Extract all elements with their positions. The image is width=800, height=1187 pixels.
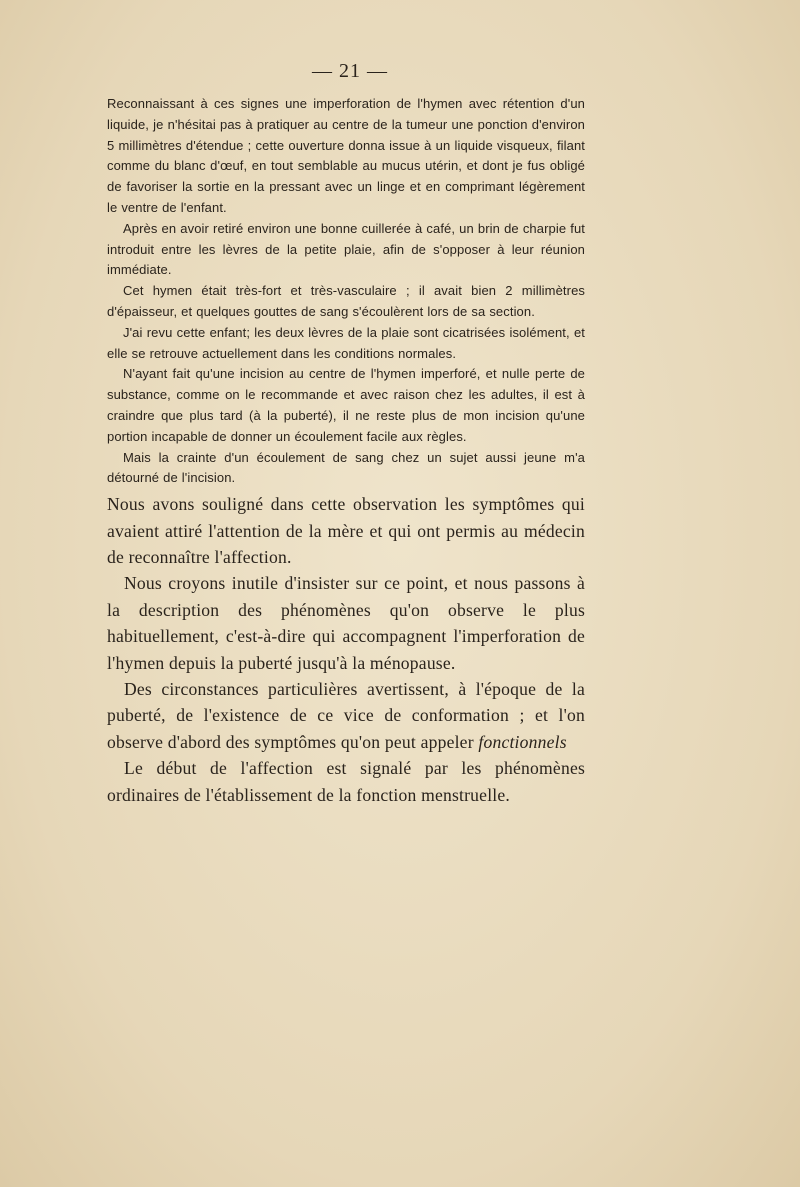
paragraph [107,676,585,755]
observation-text [107,94,585,489]
paragraph: J'ai revu cette enfant; les deux lèvres de la plaie sont cicatrisées isolément, et elle se retrouve actuellement dans les conditions normales. [107,324,585,361]
paragraph: Nous avons souligné dans cette observation les symptômes qui avaient attiré l'attention de la mère et qui ont permis au médecin de reconnaître l'affection. [107,494,585,567]
page-number: — 21 — [312,60,388,82]
paragraph: Le début de l'affection est signalé par les phénomènes ordinaires de l'établissement de la fonction menstruelle. [107,758,585,805]
paragraph: N'ayant fait qu'une incision au centre de l'hymen imperforé, et nulle perte de substance, comme on le recommande et avec raison chez les adultes, il est à craindre que plus tard (à la puberté), il ne reste plus de mon incision qu'une portion incapable de donner un écoulement facile aux règles. [107,366,585,444]
paragraph: Reconnaissant à ces signes une imperforation de l'hymen avec rétention d'un liquide, je n'hésitai pas à pratiquer au centre de la tumeur une ponction d'environ 5 millimètres d'étendue ; cette ouverture donna issue à un liquide visqueux, filant comme du blanc d'œuf, en tout semblable au mucus utérin, et dont je fus obligé de favoriser la sortie en la pressant avec un linge et en comprimant légèrement le ventre de l'enfant. [107,96,585,215]
italic-term: fonctionnels [478,731,567,752]
paragraph: Cet hymen était très-fort et très-vasculaire ; il avait bien 2 millimètres d'épaisseur, et quelques gouttes de sang s'écoulèrent lors de sa section. [107,283,585,319]
paragraph: Après en avoir retiré environ une bonne cuillerée à café, un brin de charpie fut introduit entre les lèvres de la petite plaie, afin de s'opposer à leur réunion immédiate. [107,220,585,278]
paragraph: Nous croyons inutile d'insister sur ce point, et nous passons à la description des phénomènes qu'on observe le plus habituellement, c'est-à-dire qui accompagnent l'imperforation de l'hymen depuis la puberté jusqu'à la ménopause. [107,573,585,673]
paragraph-text: Des circonstances particulières avertissent, à l'époque de la puberté, de l'existence de ce vice de conformation ; et l'on observe d'abord des symptômes qu'on peut appeler [107,678,585,752]
document-page [107,60,585,808]
paragraph: Mais la crainte d'un écoulement de sang chez un sujet aussi jeune m'a détourné de l'incision. [107,449,585,486]
body-text [107,491,585,808]
